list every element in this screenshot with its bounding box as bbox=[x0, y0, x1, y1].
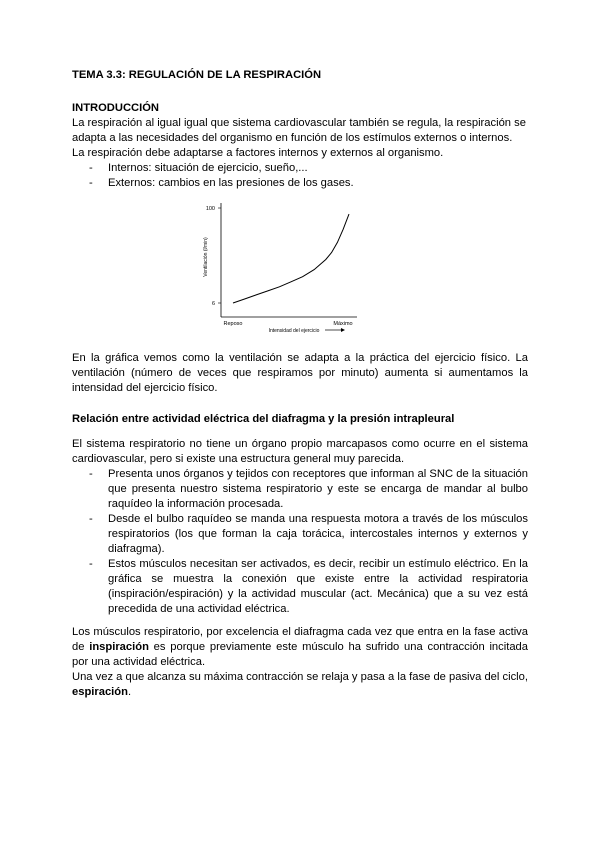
document-page bbox=[72, 68, 528, 700]
ventilation-figure bbox=[179, 199, 359, 343]
chart-x-tick-label-right: Máximo bbox=[333, 321, 353, 327]
chart-x-axis-label: Intensidad del ejercicio bbox=[268, 328, 320, 334]
intro-bullet-list bbox=[72, 161, 528, 191]
chart-x-arrow-head bbox=[341, 328, 345, 332]
ventilation-curve bbox=[233, 214, 349, 303]
section2-bullet-receptores: - Presenta unos órganos y tejidos con receptores que informan al SNC de la situación que presenta nuestro sistema respiratorio y este se encarga de mandar al bulbo raquídeo la información procesada. bbox=[72, 467, 528, 512]
section2-bullet-bulbo: - Desde el bulbo raquídeo se manda una respuesta motora a través de los músculos respiratorios (los que forman la caja torácica, intercostales internos y externos y diafragma). bbox=[72, 512, 528, 557]
chart-x-tick-label-left: Reposo bbox=[223, 321, 243, 327]
paragraph-2-text-c: es porque previamente este músculo ha sufrido una contracción incitada por una actividad eléctrica. bbox=[72, 641, 529, 668]
ventilation-chart bbox=[179, 199, 359, 343]
section2-paragraph-1: El sistema respiratorio no tiene un órgano propio marcapasos como ocurre en el sistema cardiovascular, pero si existe una estructura general muy parecida. bbox=[72, 438, 528, 465]
intro-paragraph-2: La respiración debe adaptarse a factores internos y externos al organismo. bbox=[72, 147, 444, 159]
paragraph-3-text-a: Una vez a que alcanza su máxima contracción se relaja y pasa a la fase de pasiva del ciclo, bbox=[72, 671, 528, 683]
chart-y-tick-label-bottom: 6 bbox=[211, 301, 215, 307]
intro-bullet-internos: - Internos: situación de ejercicio, sueño,... bbox=[72, 161, 528, 176]
section2-bullet-musculos: - Estos músculos necesitan ser activados, es decir, recibir un estímulo eléctrico. En la gráfica se muestra la conexión que existe entre la actividad respiratoria (inspiración/espiración) y la actividad muscular (act. Mecánica) que a su vez está precedida de una actividad eléctrica. bbox=[72, 557, 528, 617]
paragraph-3-text-c: . bbox=[127, 686, 132, 698]
chart-y-axis-label: Ventilación (l/min) bbox=[203, 237, 209, 277]
chart-y-tick-label-top: 100 bbox=[205, 206, 215, 212]
intro-bullet-externos: - Externos: cambios en las presiones de los gases. bbox=[72, 176, 528, 191]
term-inspiracion: inspiración bbox=[89, 641, 149, 653]
paragraph-2-text-a: Los músculos respiratorio, por excelencia el diafragma cada vez que entra en la fase activa de bbox=[72, 626, 528, 653]
section2-bullet-list bbox=[72, 467, 528, 617]
section2-paragraph-2 bbox=[72, 625, 528, 670]
intro-paragraph-1: La respiración al igual igual que sistema cardiovascular también se regula, la respiración se adapta a las necesidades del organismo en función de los estímulos externos o internos. bbox=[72, 117, 526, 144]
section2-paragraph-3 bbox=[72, 670, 528, 700]
term-espiracion: espiración bbox=[72, 686, 128, 698]
intro-heading: INTRODUCCIÓN bbox=[72, 102, 160, 114]
section2-heading: Relación entre actividad eléctrica del diafragma y la presión intrapleural bbox=[72, 413, 455, 425]
document-title: TEMA 3.3: REGULACIÓN DE LA RESPIRACIÓN bbox=[72, 69, 322, 81]
graph-description: En la gráfica vemos como la ventilación se adapta a la práctica del ejercicio físico. La ventilación (número de veces que respiramos por minuto) aumenta si aumentamos la intensidad del ejercicio físico. bbox=[72, 352, 528, 394]
